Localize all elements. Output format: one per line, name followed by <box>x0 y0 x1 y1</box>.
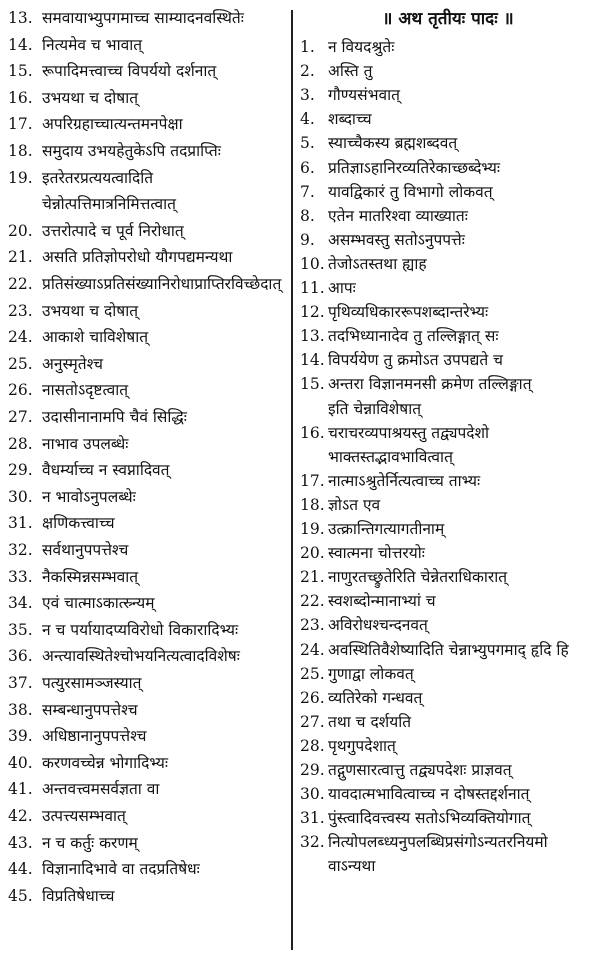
sutra-item <box>8 593 155 613</box>
sutra-text: वैधर्म्याच्च न स्वप्नादिवत् <box>42 461 170 480</box>
sutra-number: 19. <box>300 520 325 538</box>
sutra-item <box>8 8 244 28</box>
sutra-item <box>8 726 147 746</box>
sutra-text: शब्दाच्च <box>328 110 372 129</box>
sutra-text-continuation: चेन्नोत्पत्तिमात्रनिमित्तत्वात् <box>42 195 176 214</box>
sutra-text: असम्भवस्तु सतोऽनुपपत्तेः <box>328 230 465 249</box>
sutra-item <box>8 806 126 826</box>
sutra-text: तेजोऽतस्तथा ह्याह <box>328 254 427 273</box>
sutra-number: 21. <box>8 248 33 267</box>
sutra-item <box>300 712 411 732</box>
sutra-number: 23. <box>8 301 33 320</box>
sutra-number: 34. <box>8 594 33 613</box>
sutra-text: नाणुरतच्छ्रुतेरिति चेन्नेतराधिकारात् <box>328 568 508 587</box>
sutra-text: एवं चात्माऽकात्स्र्न्यम् <box>42 594 155 613</box>
sutra-item <box>8 327 148 347</box>
sutra-item <box>300 615 428 635</box>
sutra-item <box>8 567 138 587</box>
sutra-item <box>300 760 512 780</box>
sutra-number: 40. <box>8 753 33 772</box>
sutra-item <box>8 487 136 507</box>
sutra-number: 20. <box>300 544 325 563</box>
sutra-number: 16. <box>300 423 325 442</box>
sutra-number: 33. <box>8 567 33 586</box>
sutra-number: 35. <box>8 620 33 639</box>
sutra-number: 14. <box>8 35 33 54</box>
sutra-number: 25. <box>8 354 33 373</box>
sutra-number: 4. <box>300 110 315 129</box>
sutra-text: असति प्रतिज्ञोपरोधो यौगपद्यमन्यथा <box>42 248 233 267</box>
sutra-number: 7. <box>300 182 315 201</box>
sutra-number: 37. <box>8 674 33 692</box>
sutra-text: नाभाव उपलब्धेः <box>42 434 129 453</box>
sutra-text: सम्बन्धानुपपत्तेश्च <box>42 700 138 719</box>
sutra-number: 26. <box>8 381 33 400</box>
sutra-text: उभयथा च दोषात् <box>42 301 139 320</box>
sutra-number: 15. <box>300 375 325 394</box>
sutra-item <box>300 640 569 660</box>
sutra-text: आकाशे चाविशेषात् <box>42 328 149 347</box>
sutra-item <box>8 301 138 321</box>
sutra-text: समुदाय उभयहेतुकेऽपि तदप्राप्तिः <box>42 142 221 160</box>
sutra-item <box>300 664 414 684</box>
sutra-number: 27. <box>300 712 325 731</box>
sutra-number: 22. <box>8 275 33 293</box>
sutra-item <box>300 350 503 370</box>
sutra-number: 36. <box>8 647 33 666</box>
sutra-text: नित्योपलब्ध्यनुपलब्धिप्रसंगोऽन्यतरनियमो <box>328 833 548 852</box>
sutra-number: 22. <box>300 592 325 611</box>
sutra-item <box>300 495 380 515</box>
sutra-item <box>8 168 153 188</box>
sutra-text: न वियदश्रुतेः <box>328 38 395 56</box>
sutra-number: 26. <box>300 688 325 707</box>
sutra-text: पृथिव्यधिकाररूपशब्दान्तरेभ्यः <box>328 303 489 322</box>
sutra-text: एतेन मातरिश्वा व्याख्यातः <box>328 206 468 225</box>
sutra-text: न च कर्तुः करणम् <box>42 833 138 852</box>
sutra-number: 29. <box>8 461 33 480</box>
sutra-item <box>300 832 548 852</box>
sutra-number: 16. <box>8 88 33 107</box>
sutra-number: 38. <box>8 700 33 719</box>
sutra-text: विज्ञानादिभावे वा तदप्रतिषेधः <box>42 860 200 879</box>
sutra-number: 18. <box>8 142 33 160</box>
sutra-item <box>300 808 531 828</box>
sutra-text: रूपादिमत्त्वाच्च विपर्ययो दर्शनात् <box>42 62 217 81</box>
sutra-number: 14. <box>300 351 325 370</box>
sutra-text: अवस्थितिवैशेष्यादिति चेन्नाभ्युपगमाद् हृदि हि <box>328 640 569 659</box>
sutra-number: 1. <box>300 38 315 56</box>
sutra-text: सर्वथानुपपत्तेश्च <box>42 541 129 559</box>
sutra-text-continuation: भाक्तस्तद्भावभावित्वात् <box>328 447 453 466</box>
sutra-number: 5. <box>300 134 315 153</box>
sutra-item <box>300 230 465 250</box>
sutra-text: नित्यमेव च भावात् <box>42 35 143 54</box>
sutra-item <box>8 114 183 134</box>
sutra-text: स्वात्मना चोत्तरयोः <box>328 544 425 563</box>
sutra-number: 39. <box>8 727 33 746</box>
sutra-number: 2. <box>300 62 315 81</box>
sutra-number: 17. <box>300 471 325 490</box>
sutra-text: इतरेतरप्रत्ययत्वादिति <box>42 168 154 187</box>
sutra-item <box>300 423 489 443</box>
sutra-item <box>8 460 170 480</box>
sutra-text: समवायाभ्युपगमाच्च साम्यादनवस्थितेः <box>42 9 244 27</box>
sutra-item <box>300 158 500 178</box>
sutra-text: अपरिग्रहाच्चात्यन्तमनपेक्षा <box>42 115 183 134</box>
sutra-text: विपर्ययेण तु क्रमोऽत उपपद्यते च <box>328 351 503 370</box>
sutra-number: 32. <box>8 541 33 559</box>
sutra-item <box>8 61 216 81</box>
sutra-item <box>300 61 372 81</box>
sutra-text: क्षणिकत्त्वाच्च <box>42 514 115 533</box>
sutra-text: नात्माऽश्रुतेर्नित्यत्वाच्च ताभ्यः <box>328 471 481 490</box>
sutra-item <box>8 513 115 533</box>
sutra-item <box>300 182 493 202</box>
sutra-item <box>8 434 128 454</box>
sutra-item <box>300 736 396 756</box>
sutra-number: 20. <box>8 221 33 240</box>
sutra-text: यावद्विकारं तु विभागो लोकवत् <box>328 182 493 201</box>
sutra-number: 19. <box>8 168 33 187</box>
sutra-number: 13. <box>300 327 325 346</box>
sutra-item <box>300 109 372 129</box>
sutra-item <box>300 85 400 105</box>
sutra-number: 13. <box>8 9 33 27</box>
sutra-number: 27. <box>8 408 33 426</box>
sutra-text: ज्ञोऽत एव <box>328 495 381 514</box>
sutra-text: न भावोऽनुपलब्धेः <box>42 487 136 506</box>
sutra-number: 45. <box>8 886 33 905</box>
sutra-number: 25. <box>300 664 325 683</box>
sutra-number: 12. <box>300 303 325 322</box>
sutra-number: 31. <box>8 514 33 533</box>
sutra-number: 24. <box>8 328 33 347</box>
sutra-number: 3. <box>300 86 315 105</box>
sutra-item <box>8 859 200 879</box>
sutra-text: अविरोधश्चन्दनवत् <box>328 616 428 635</box>
sutra-item <box>8 274 281 294</box>
sutra-item <box>8 673 142 693</box>
sutra-text: उत्क्रान्तिगत्यागतीनाम् <box>328 520 445 538</box>
sutra-text: पत्युरसामञ्जस्यात् <box>42 674 142 692</box>
sutra-number: 30. <box>8 487 33 506</box>
sutra-text: पृथगुपदेशात् <box>328 736 396 755</box>
column-divider <box>291 10 293 950</box>
sutra-number: 11. <box>300 279 325 297</box>
sutra-number: 10. <box>300 254 325 273</box>
sutra-number: 18. <box>300 495 325 514</box>
sutra-text: अनुस्मृतेश्च <box>42 354 104 373</box>
sutra-number: 6. <box>300 158 315 177</box>
sutra-number: 41. <box>8 780 33 799</box>
sutra-item <box>300 519 444 539</box>
sutra-text: नैकस्मिन्नसम्भवात् <box>42 567 139 586</box>
sutra-text: यावदात्मभावित्वाच्च न दोषस्तद्दर्शनात् <box>328 785 530 804</box>
sutra-text: तदभिध्यानादेव तु तल्लिङ्गात् सः <box>328 327 499 346</box>
sutra-number: 8. <box>300 206 315 225</box>
sutra-number: 44. <box>8 860 33 879</box>
sutra-number: 15. <box>8 62 33 81</box>
sutra-text: उत्तरोत्पादे च पूर्व निरोधात् <box>42 221 184 240</box>
sutra-number: 32. <box>300 833 325 852</box>
sutra-number: 42. <box>8 807 33 825</box>
sutra-text: स्याच्चैकस्य ब्रह्मशब्दवत् <box>328 134 458 153</box>
section-heading: ॥ अथ तृतीयः पादः ॥ <box>382 9 514 29</box>
sutra-item <box>8 407 187 427</box>
sutra-number: 24. <box>300 640 325 659</box>
sutra-item <box>8 779 159 799</box>
sutra-number: 23. <box>300 616 325 635</box>
sutra-item <box>8 646 240 666</box>
sutra-number: 29. <box>300 761 325 779</box>
sutra-text: पुंस्त्वादिवत्त्वस्य सतोऽभिव्यक्तियोगात् <box>328 809 531 828</box>
sutra-text: उत्पत्त्यसम्भवात् <box>42 807 126 825</box>
sutra-item <box>8 620 238 640</box>
sutra-item <box>8 247 232 267</box>
sutra-number: 9. <box>300 230 315 249</box>
sutra-item <box>300 254 427 274</box>
sutra-text: उदासीनानामपि चैवं सिद्धिः <box>42 408 187 426</box>
sutra-item <box>300 471 480 491</box>
sutra-text: प्रतिसंख्याऽप्रतिसंख्यानिरोधाप्राप्तिरविच्छेदात् <box>42 275 282 293</box>
sutra-item <box>8 380 128 400</box>
sutra-text: विप्रतिषेधाच्च <box>42 886 115 905</box>
sutra-text: तद्गुणसारत्वात्तु तद्व्यपदेशः प्राज्ञवत् <box>328 761 512 779</box>
sutra-number: 21. <box>300 568 325 587</box>
sutra-item <box>8 88 138 108</box>
sutra-text: न च पर्यायादप्यविरोधो विकारादिभ्यः <box>42 620 239 639</box>
sutra-text: गौण्यसंभवात् <box>328 86 400 105</box>
sutra-text: स्वशब्दोन्मानाभ्यां च <box>328 592 436 611</box>
sutra-item <box>8 354 103 374</box>
sutra-text: अन्त्यावस्थितेश्चोभयनित्यत्वादविशेषः <box>42 647 240 666</box>
sutra-item <box>300 688 422 708</box>
sutra-text: चराचरव्यपाश्रयस्तु तद्व्यपदेशो <box>328 423 490 442</box>
sutra-item <box>8 700 138 720</box>
sutra-item <box>8 540 128 560</box>
sutra-number: 28. <box>8 434 33 453</box>
sutra-text: प्रतिज्ञाऽहानिरव्यतिरेकाच्छब्देभ्यः <box>328 158 500 177</box>
sutra-text: तथा च दर्शयति <box>328 712 412 731</box>
sutra-item <box>300 302 488 322</box>
sutra-text: अन्तरा विज्ञानमनसी क्रमेण तल्लिङ्गात् <box>328 375 532 394</box>
sutra-item <box>8 35 142 55</box>
sutra-text: उभयथा च दोषात् <box>42 88 139 107</box>
sutra-item <box>300 784 529 804</box>
sutra-number: 30. <box>300 785 325 804</box>
sutra-text: नासतोऽदृष्टत्वात् <box>42 381 129 400</box>
sutra-item <box>300 37 394 57</box>
sutra-item <box>8 886 115 906</box>
sutra-item <box>8 221 184 241</box>
sutra-text-continuation: वाऽन्यथा <box>328 857 376 876</box>
sutra-item <box>8 833 138 853</box>
sutra-text: अधिष्ठानानुपपत्तेश्च <box>42 727 147 746</box>
sutra-text: व्यतिरेको गन्धवत् <box>328 688 423 707</box>
sutra-number: 28. <box>300 736 325 755</box>
sutra-item <box>8 141 221 161</box>
sutra-number: 43. <box>8 833 33 852</box>
sutra-item <box>300 591 436 611</box>
sutra-number: 17. <box>8 115 33 134</box>
sutra-item <box>300 278 356 298</box>
sutra-text: करणवच्चेन्न भोगादिभ्यः <box>42 753 168 772</box>
sutra-text: गुणाद्वा लोकवत् <box>328 664 414 683</box>
sutra-item <box>300 206 468 226</box>
sutra-item <box>300 567 507 587</box>
sutra-item <box>300 133 457 153</box>
sutra-number: 31. <box>300 809 325 828</box>
sutra-item <box>300 374 532 394</box>
sutra-text: अस्ति तु <box>328 62 373 81</box>
sutra-item <box>8 753 168 773</box>
sutra-item <box>300 326 499 346</box>
sutra-text-continuation: इति चेन्नाविशेषात् <box>328 399 422 418</box>
sutra-text: अन्तवत्त्वमसर्वज्ञता वा <box>42 780 160 799</box>
sutra-text: आपः <box>328 279 356 297</box>
sutra-item <box>300 543 425 563</box>
